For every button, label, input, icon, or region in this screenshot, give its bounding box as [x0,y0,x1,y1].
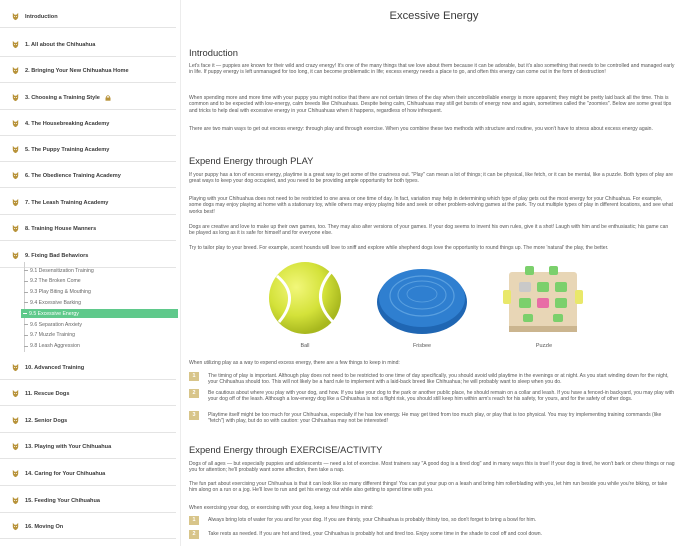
dog-icon [11,251,20,260]
sidebar-subitem[interactable] [22,266,179,275]
sidebar-item-chapter[interactable] [0,191,176,215]
sidebar-item-label: 1. All about the Chihuahua [25,41,96,48]
sidebar [0,0,181,546]
intro-paragraph-1: Let's face it — puppies are known for their wild and crazy energy! It's one of the many things that we love about them because it can be adorable, but it's also something that needs to be controlled and managed early in life. If puppy energy is left unmanaged for too long, it can become problematic in life; excess energy needs a place to go, and often this energy can come out in the form of destruction! [189,63,675,76]
list-item [189,372,675,386]
sidebar-item-label: 16. Moving On [25,523,64,530]
sidebar-item-chapter[interactable] [0,138,176,162]
sidebar-item-chapter[interactable] [0,356,176,380]
sub-item-dash [24,346,28,347]
dog-icon [11,40,20,49]
figure-caption-puzzle: Puzzle [535,343,553,349]
sidebar-item-label: 14. Caring for Your Chihuahua [25,470,106,477]
sidebar-item-label: 6. The Obedience Training Academy [25,172,121,179]
sidebar-item-label: 15. Feeding Your Chihuahua [25,497,101,504]
page-title: Excessive Energy [389,10,479,22]
sidebar-item-chapter[interactable] [0,86,176,110]
list-item [189,530,675,539]
sidebar-subitem-label: 9.8 Leash Aggression [30,343,80,350]
sidebar-subitem[interactable] [22,298,179,307]
list-number: 3 [189,411,199,420]
dog-icon [11,93,20,102]
sub-item-dash [24,335,28,336]
sidebar-item-chapter[interactable] [0,462,176,486]
list-item [189,516,675,525]
intro-paragraph-2: When spending more and more time with your puppy you might notice that there are not certain times of the day when their uncontrollable energy is more apparent; they might be pretty laid back all the time. This is common and to be expected with low-energy, calm breeds like Chihuahuas. Despite being calm, Chihuahuas may still get bursts of energy now and again, sometimes called the "zoomies". Below are some great tips and tricks to help deal with excessive energy in your Chihuahuas when it happens, regardless of how infrequent. [189,95,672,114]
sidebar-subitem[interactable] [22,331,179,340]
sidebar-item-label: 4. The Housebreaking Academy [25,120,110,127]
sidebar-item-chapter[interactable] [0,515,176,539]
list-number: 2 [189,389,199,398]
list-number: 1 [189,372,199,381]
exercise-paragraph-2: The fun part about exercising your Chihuahua is that it can look like so many different things! You can put your pup on a leash and bring him rollerblading with you, let him run beside you while you're biking, or take him along on a run or a jog. He'll love to run and get his energy out while also getting to spend time with you. [189,481,668,494]
dog-icon [11,171,20,180]
sidebar-subitem[interactable] [22,277,179,286]
dog-icon [11,119,20,128]
sidebar-item-label: 7. The Leash Training Academy [25,199,109,206]
frisbee-image [375,262,469,336]
sidebar-item-introduction[interactable] [0,6,176,28]
sub-item-dash [24,302,28,303]
sidebar-item-label: Introduction [25,13,58,20]
sidebar-item-chapter[interactable] [0,112,176,136]
sub-item-dash [24,324,28,325]
sidebar-item-label: 9. Fixing Bad Behaviors [25,252,89,259]
dog-icon [11,363,20,372]
sidebar-item-chapter[interactable] [0,59,176,83]
sub-item-dash [24,281,28,282]
sidebar-subitem-label: 9.6 Separation Anxiety [30,321,82,328]
dog-icon [11,496,20,505]
sidebar-item-label: 13. Playing with Your Chihuahua [25,443,112,450]
dog-icon [11,469,20,478]
sidebar-item-chapter[interactable] [0,409,176,433]
sub-item-dash [24,292,28,293]
intro-heading: Introduction [189,47,238,58]
list-item [189,389,675,403]
sidebar-item-label: 5. The Puppy Training Academy [25,146,110,153]
sidebar-item-label: 11. Rescue Dogs [25,390,70,397]
sidebar-subitem-label: 9.2 The Broken Come [30,278,81,285]
lesson-content [189,0,679,546]
sidebar-item-chapter[interactable] [0,33,176,57]
play-paragraph-1: If your puppy has a ton of excess energy, playtime is a great way to get some of the craziness out. "Play" can mean a lot of things; it can be physical, like fetch, or it can be mental, like a puzzle. Both types of play are great ways to keep your dog occupied, and you need to be providing ample opportunity for both types. [189,172,674,185]
list-item [189,411,675,425]
play-list-intro: When utilizing play as a way to expend excess energy, there are a few things to keep in mind: [189,360,400,366]
list-number: 2 [189,530,199,539]
sidebar-item-label: 12. Senior Dogs [25,417,68,424]
sidebar-item-label: 2. Bringing Your New Chihuahua Home [25,67,129,74]
list-item-text: Take rests as needed. If you are hot and tired, your Chihuahua is probably hot and tired too. Enjoy some time in the shade to cool off and cool down. [208,531,543,537]
dog-icon [11,12,20,21]
intro-paragraph-3: There are two main ways to get out excess energy: through play and through exercise. When you combine these two methods with structure and routine, you won't have to stress about excess energy again. [189,126,653,132]
list-item-text: Always bring lots of water for you and for your dog. If you are thirsty, your Chihuahua is probably thirsty too, so don't forget to bring a bowl for him. [208,517,537,523]
sidebar-item-chapter[interactable] [0,164,176,188]
play-paragraph-3: Dogs are creative and love to make up their own games, too. They may also alter versions of your games. If your dog seems to invent his own rules, give it a shot! Laugh with him and be enthusiastic; his game can be played as long as it is safe for himself and for everyone else. [189,224,669,237]
sidebar-subitem-active[interactable] [21,309,178,318]
dog-icon [11,416,20,425]
puzzle-toy-image [503,262,585,342]
sidebar-item-label: 10. Advanced Training [25,364,85,371]
sub-item-dash [24,270,28,271]
sidebar-subitem[interactable] [22,288,179,297]
tennis-ball-image [265,258,345,338]
dog-icon [11,198,20,207]
sidebar-subitem-label: 9.7 Muzzle Training [30,332,75,339]
list-item-text: Playtime itself might be too much for your Chihuahua, especially if he has low energy. He may get tired from too much play, or play that is too physical. You may try implementing training commands (like "fetch") with play, but do so with caution: your Chihuahua may not be interested! [208,412,662,425]
dog-icon [11,389,20,398]
list-item-text: Be cautious about where you play with your dog, and how. If you take your dog to the park or another public place, he should remain on a collar and leash. If you have a fenced-in backyard, you may play with your dog off of the leash. Although a low-energy dog like a Chihuahua is not a flight risk, you should still keep him within arm's reach for his safety, for yours, and for the safety of other dogs. [208,390,675,403]
sidebar-subitem[interactable] [22,342,179,351]
dog-icon [11,442,20,451]
sidebar-subitem-label: 9.4 Excessive Barking [30,299,82,306]
dog-icon [11,145,20,154]
sidebar-item-chapter[interactable] [0,382,176,406]
sidebar-item-chapter[interactable] [0,435,176,459]
sidebar-item-label: 3. Choosing a Training Style [25,94,100,101]
sub-item-dash [23,313,27,314]
sidebar-item-chapter[interactable] [0,489,176,513]
lock-icon [105,95,111,101]
figure-caption-frisbee: Frisbee [413,343,431,349]
dog-icon [11,522,20,531]
sidebar-item-chapter[interactable] [0,244,176,268]
dog-icon [11,66,20,75]
sidebar-subitem-label: 9.3 Play Biting & Mouthing [30,289,91,296]
exercise-list-intro: When exercising your dog, or exercising with your dog, keep a few things in mind: [189,505,374,511]
figure-caption-ball: Ball [300,343,310,349]
exercise-paragraph-1: Dogs of all ages — but especially puppies and adolescents — need a lot of exercise. Most trainers say "A good dog is a tired dog" and in many ways this is true! If your dog is tired, he won't bark or chew things or nag you for attention; he'll probably want some affection, then take a nap. [189,461,675,474]
play-paragraph-4: Try to tailor play to your breed. For example, scent hounds will love to sniff and explore while shepherd dogs love the opportunity to round things up. The more 'natural' the play, the better. [189,245,609,251]
dog-icon [11,224,20,233]
exercise-heading: Expend Energy through EXERCISE/ACTIVITY [189,444,383,455]
sidebar-subitem[interactable] [22,320,179,329]
list-number: 1 [189,516,199,525]
sidebar-item-chapter[interactable] [0,217,176,241]
sidebar-subitem-label: 9.5 Excessive Energy [29,310,79,317]
play-paragraph-2: Playing with your Chihuahua does not need to be restricted to one area or one time of day. In fact, variation may help in determining which type of play gets out the most energy for your Chihuahua. For example, some dogs may enjoy playing at home with a stationary toy, while others may enjoy playing hide and seek or other problem-solving games at the park. Try out multiple types of play in different locations, and see what works best! [189,196,673,215]
list-item-text: The timing of play is important. Although play does not need to be restricted to one time of day specifically, you should avoid wild playtime in the evenings or at night. As you start winding down for the night, your Chihuahua should too. This will not likely be a hard rule to implement with a laid-back breed like Chihuahua; he will probably want to sleep when you do. [208,373,669,386]
sidebar-item-label: 8. Training House Manners [25,225,97,232]
sidebar-subitem-label: 9.1 Desensitization Training [30,267,94,274]
play-heading: Expend Energy through PLAY [189,155,314,166]
